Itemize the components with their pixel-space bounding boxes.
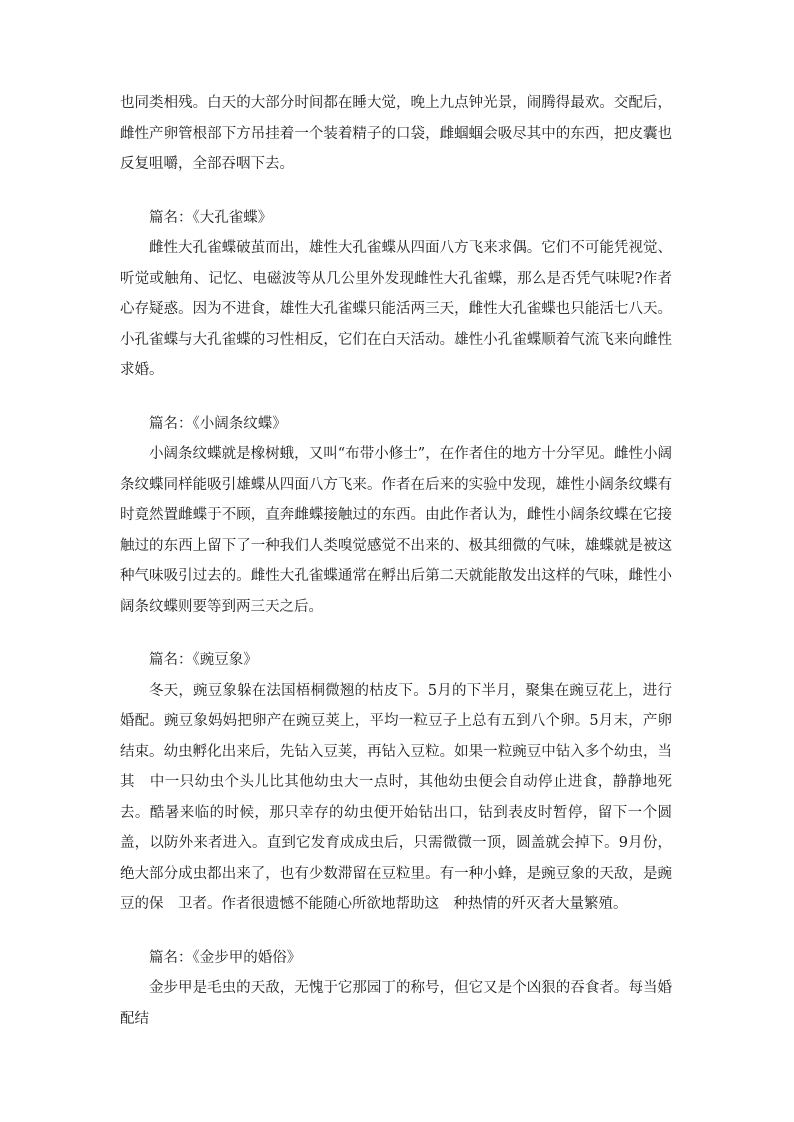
section-peacock-moth: [120, 203, 672, 386]
intro-paragraph: 也同类相残。白天的大部分时间都在睡大觉，晚上九点钟光景，闹腾得最欢。交配后，雌性产卵管根部下方吊挂着一个装着精子的口袋，雌蝈蝈会吸尽其中的东西，把皮囊也反复咀嚼，全部吞咽下去。: [120, 95, 672, 172]
section-body: 冬天，豌豆象躲在法国梧桐微翘的枯皮下。5月的下半月，聚集在豌豆花上，进行婚配。豌豆象妈妈把卵产在豌豆荚上，平均一粒豆子上总有五到八个卵。5月末，产卵结束。幼虫孵化出来后，先钻入豆荚，再钻入豆粒。如果一粒豌豆中钻入多个幼虫，当其 中一只幼虫个头儿比其他幼虫大一点时，其他幼虫便会自动停止进食，静静地死去。酷暑来临的时候，那只幸存的幼虫便开始钻出口，钻到表皮时暂停，留下一个圆盖，以防外来者进入。直到它发育成成虫后，只需微微一顶，圆盖就会掉下。9月份，绝大部分成虫都出来了，也有少数滞留在豆粒里。有一种小蜂，是豌豆象的天敌，是豌豆的保 卫者。作者很遗憾不能随心所欲地帮助这 种热情的歼灭者大量繁殖。: [120, 682, 672, 912]
section-body: 金步甲是毛虫的天敌，无愧于它那园丁的称号，但它又是个凶狠的吞食者。每当婚配结: [120, 980, 672, 1027]
section-title: 篇名：《大孔雀蝶》: [149, 209, 273, 226]
section-pea-weevil: [120, 645, 672, 920]
section-body: 雌性大孔雀蝶破茧而出，雄性大孔雀蝶从四面八方飞来求偶。它们不可能凭视觉、听觉或触角、记忆、电磁波等从几公里外发现雌性大孔雀蝶，那么是否凭气味呢?作者心存疑惑。因为不进食，雄性大孔雀蝶只能活两三天，雌性大孔雀蝶也只能活七八天。小孔雀蝶与大孔雀蝶的习性相反，它们在白天活动。雄性小孔雀蝶顺着气流飞来向雌性求婚。: [120, 240, 672, 378]
section-body: 小阔条纹蝶就是橡树蛾，又叫“布带小修士”，在作者住的地方十分罕见。雌性小阔条纹蝶同样能吸引雄蝶从四面八方飞来。作者在后来的实验中发现，雄性小阔条纹蝶有时竟然置雌蝶于不顾，直奔雌蝶接触过的东西。由此作者认为，雌性小阔条纹蝶在它接触过的东西上留下了一种我们人类嗅觉感觉不出来的、极其细微的气味，雄蝶就是被这种气味吸引过去的。雌性大孔雀蝶通常在孵出后第二天就能散发出这样的气味，雌性小阔条纹蝶则要等到两三天之后。: [120, 446, 672, 615]
section-title: 篇名：《豌豆象》: [149, 652, 258, 668]
section-title: 篇名：《小阔条纹蝶》: [149, 415, 287, 432]
section-ground-beetle: [120, 943, 672, 1035]
section-title: 篇名：《金步甲的婚俗》: [149, 949, 302, 966]
section-oak-moth: [120, 409, 672, 623]
page-content: [120, 88, 672, 1034]
